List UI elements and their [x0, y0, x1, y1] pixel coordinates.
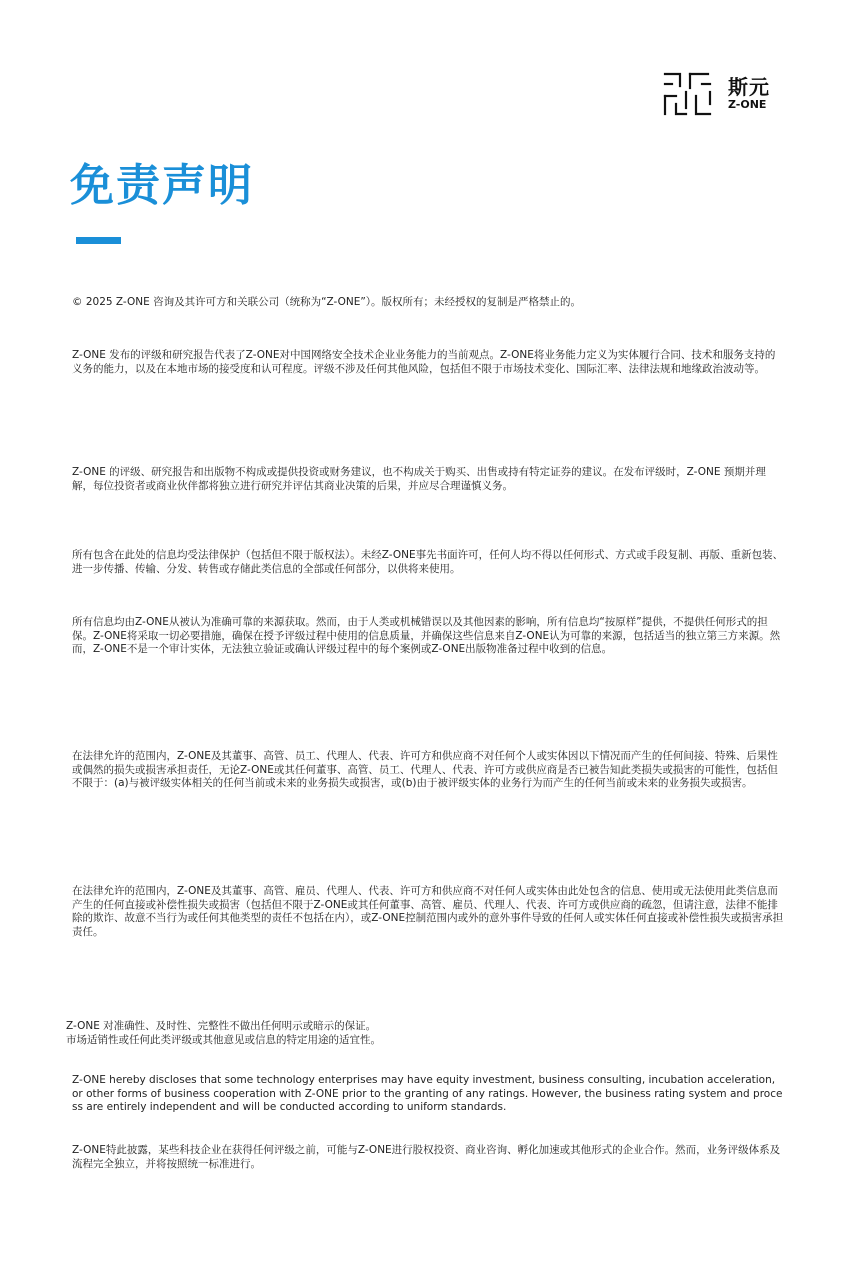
- title-underline: [76, 237, 121, 244]
- disclosure-paragraph-chinese: Z-ONE特此披露，某些科技企业在获得任何评级之前，可能与Z-ONE进行股权投资、商业咨询、孵化加速或其他形式的企业合作。然而，业务评级体系及流程完全独立，并将按照统一标准进行。: [72, 1144, 781, 1170]
- no-warranty-line-1: Z-ONE 对准确性、及时性、完整性不做出任何明示或暗示的保证。: [66, 1020, 377, 1032]
- logo-mark-icon: [662, 70, 714, 118]
- disclosure-paragraph-english: Z-ONE hereby discloses that some technology enterprises may have equity investment, business consulting, incubation acceleration, or other forms of business cooperation with Z-ONE prior to the granting of any ratings. However, the business rating system and process are entirely independent and will be conducted according to uniform standards.: [72, 1074, 783, 1114]
- disclaimer-paragraph-direct-liability: 在法律允许的范围内，Z-ONE及其董事、高管、雇员、代理人、代表、许可方和供应商不对任何人或实体由此处包含的信息、使用或无法使用此类信息而产生的任何直接或补偿性损失或损害（包括但不限于Z-ONE或其任何董事、高管、雇员、代理人、代表、许可方或供应商的疏忽，但请注意，法律不能排除的欺诈、故意不当行为或任何其他类型的责任不包括在内），或Z-ONE控制范围内或外的意外事件导致的任何人或实体任何直接或补偿性损失或损害承担责任。: [72, 885, 784, 938]
- no-warranty-line-2: 市场适销性或任何此类评级或其他意见或信息的特定用途的适宜性。: [66, 1033, 381, 1046]
- disclaimer-paragraph-information-source: 所有信息均由Z-ONE从被认为准确可靠的来源获取。然而，由于人类或机械错误以及其他因素的影响，所有信息均“按原样”提供，不提供任何形式的担保。Z-ONE将采取一切必要措施，确保在授予评级过程中使用的信息质量，并确保这些信息来自Z-ONE认为可靠的来源，包括适当的独立第三方来源。然而，Z-ONE不是一个审计实体，无法独立验证或确认评级过程中的每个案例或Z-ONE出版物准备过程中收到的信息。: [72, 616, 781, 656]
- disclaimer-paragraph-indirect-liability: 在法律允许的范围内，Z-ONE及其董事、高管、员工、代理人、代表、许可方和供应商不对任何个人或实体因以下情况而产生的任何间接、特殊、后果性或偶然的损失或损害承担责任，无论Z-ONE或其任何董事、高管、员工、代理人、代表、许可方或供应商是否已被告知此类损失或损害的可能性，包括但不限于：(a)与被评级实体相关的任何当前或未来的业务损失或损害，或(b)由于被评级实体的业务行为而产生的任何当前或未来的业务损失或损害。: [72, 750, 778, 790]
- disclaimer-paragraph-no-warranty: [66, 1020, 786, 1047]
- copyright-notice: © 2025 Z-ONE 咨询及其许可方和关联公司（统称为“Z-ONE”）。版权所有；未经授权的复制是严格禁止的。: [72, 296, 582, 308]
- logo-subtitle: Z-ONE: [728, 98, 767, 111]
- disclaimer-paragraph-rating-scope: Z-ONE 发布的评级和研究报告代表了Z-ONE对中国网络安全技术企业业务能力的当前观点。Z-ONE将业务能力定义为实体履行合同、技术和服务支持的义务的能力，以及在本地市场的接受度和认可程度。评级不涉及任何其他风险，包括但不限于市场技术变化、国际汇率、法律法规和地缘政治波动等。: [72, 349, 776, 375]
- disclaimer-paragraph-copyright-protection: 所有包含在此处的信息均受法律保护（包括但不限于版权法）。未经Z-ONE事先书面许可，任何人均不得以任何形式、方式或手段复制、再版、重新包装、进一步传播、传输、分发、转售或存储此类信息的全部或任何部分，以供将来使用。: [72, 549, 784, 575]
- disclaimer-paragraph-not-investment-advice: Z-ONE 的评级、研究报告和出版物不构成或提供投资或财务建议，也不构成关于购买、出售或持有特定证券的建议。在发布评级时，Z-ONE 预期并理解，每位投资者或商业伙伴都将独立进行研究并评估其商业决策的后果，并应尽合理谨慎义务。: [72, 466, 766, 492]
- logo-name: 斯元: [728, 75, 770, 99]
- page-title: 免责声明: [70, 160, 254, 211]
- brand-logo: [662, 70, 782, 120]
